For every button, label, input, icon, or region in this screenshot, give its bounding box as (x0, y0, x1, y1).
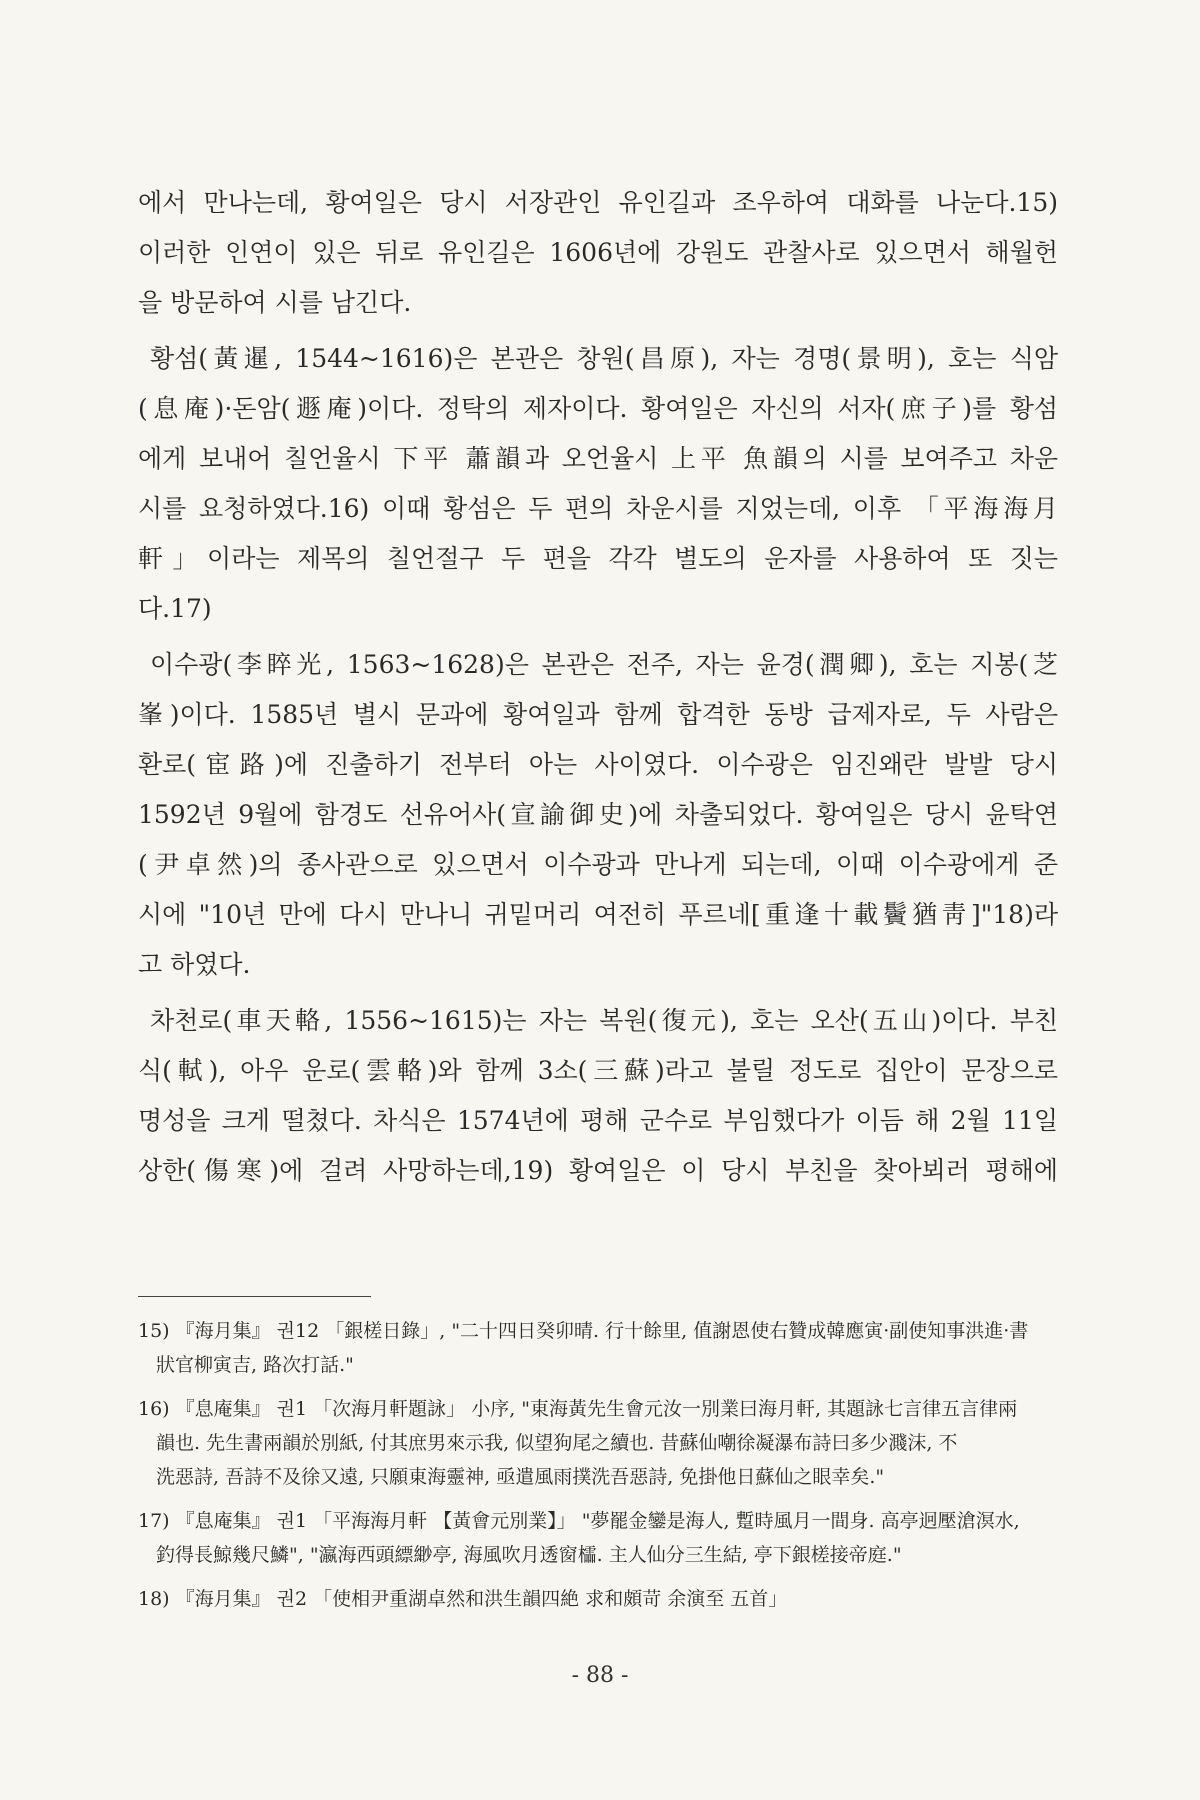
footnote-line: 狀官柳寅吉, 路次打話." (156, 1354, 354, 1376)
footnote-line: 釣得長鯨幾尺鱗", "瀛海西頭縹緲亭, 海風吹月透窗櫺. 主人仙分三生結, 亭下銀槎接帝庭." (156, 1544, 902, 1566)
text-line: (息庵)·돈암(遯庵)이다. 정탁의 제자이다. 황여일은 자신의 서자(庶子)를 황섬 (138, 394, 1058, 423)
paragraph (138, 996, 1058, 1196)
text-line: 식(軾), 아우 운로(雲輅)와 함께 3소(三蘇)라고 불릴 정도로 집안이 문장으로 (138, 1056, 1058, 1085)
footnote-divider (138, 1296, 371, 1297)
text-line: 軒」이라는 제목의 칠언절구 두 편을 각각 별도의 운자를 사용하여 또 짓는 (138, 544, 1058, 573)
text-line: 에서 만나는데, 황여일은 당시 서장관인 유인길과 조우하여 대화를 나눈다.15) (138, 188, 1058, 217)
text-line: 고 하였다. (138, 950, 251, 979)
text-line: 峯)이다. 1585년 별시 문과에 황여일과 함께 합격한 동방 급제자로, 두 사람은 (138, 700, 1058, 729)
paragraph (138, 334, 1058, 634)
text-line: 차천로(車天輅, 1556~1615)는 자는 복원(復元), 호는 오산(五山)이다. 부친 (150, 1006, 1058, 1035)
text-line: 1592년 9월에 함경도 선유어사(宣諭御史)에 차출되었다. 황여일은 당시 윤탁연 (138, 800, 1058, 829)
footnotes (138, 1314, 1058, 1626)
footnote (138, 1314, 1058, 1382)
text-line: 명성을 크게 떨쳤다. 차식은 1574년에 평해 군수로 부임했다가 이듬 해 2월 11일 (138, 1106, 1058, 1135)
text-line: 환로(宦路)에 진출하기 전부터 아는 사이였다. 이수광은 임진왜란 발발 당시 (138, 750, 1058, 779)
footnote (138, 1392, 1058, 1494)
paragraph (138, 178, 1058, 328)
page-number: - 88 - (571, 1663, 629, 1688)
body-text (138, 178, 1058, 1196)
footnote (138, 1504, 1058, 1572)
text-line: 이수광(李睟光, 1563~1628)은 본관은 전주, 자는 윤경(潤卿), 호는 지봉(芝 (150, 650, 1058, 679)
text-line: 시를 요청하였다.16) 이때 황섬은 두 편의 차운시를 지었는데, 이후 「平海海月 (138, 494, 1058, 523)
footnote-line: 洗惡詩, 吾詩不及徐又遠, 只願東海靈神, 亟遣風雨撲洗吾惡詩, 免掛他日蘇仙之眼幸矣." (156, 1466, 885, 1488)
text-line: 이러한 인연이 있은 뒤로 유인길은 1606년에 강원도 관찰사로 있으면서 해월헌 (138, 238, 1058, 267)
text-line: 황섬(黃暹, 1544~1616)은 본관은 창원(昌原), 자는 경명(景明), 호는 식암 (150, 344, 1058, 373)
footnote-line: 17) 『息庵集』 권1 「平海海月軒 【黃會元別業】」 "夢罷金鑾是海人, 蹔時風月一間身. 高亭迥壓滄溟水, (138, 1510, 1020, 1532)
footnote-line: 韻也. 先生書兩韻於別紙, 付其庶男來示我, 似望狗尾之續也. 昔蘇仙嘲徐凝瀑布詩曰多少濺沫, 不 (156, 1432, 958, 1454)
text-line: 시에 "10년 만에 다시 만나니 귀밑머리 여전히 푸르네[重逢十載鬢猶靑]"18)라 (138, 900, 1058, 929)
text-line: 을 방문하여 시를 남긴다. (138, 288, 412, 317)
footnote-line: 16) 『息庵集』 권1 「次海月軒題詠」 小序, "東海黃先生會元汝一別業曰海月軒, 其題詠七言律五言律兩 (138, 1398, 1018, 1420)
footnote-line: 18) 『海月集』 권2 「使相尹重湖卓然和洪生韻四絶 求和頗苛 余演至 五首」 (138, 1588, 788, 1610)
footnote-line: 15) 『海月集』 권12 「銀槎日錄」, "二十四日癸卯晴. 行十餘里, 值謝恩使右贊成韓應寅·副使知事洪進·書 (138, 1320, 1029, 1342)
text-line: 상한(傷寒)에 걸려 사망하는데,19) 황여일은 이 당시 부친을 찾아뵈러 평해에 (138, 1156, 1058, 1185)
text-line: (尹卓然)의 종사관으로 있으면서 이수광과 만나게 되는데, 이때 이수광에게 준 (138, 850, 1058, 879)
text-line: 에게 보내어 칠언율시 下平 蕭韻과 오언율시 上平 魚韻의 시를 보여주고 차운 (138, 444, 1058, 473)
paragraph (138, 640, 1058, 990)
footnote (138, 1582, 1058, 1616)
text-line: 다.17) (138, 594, 212, 623)
